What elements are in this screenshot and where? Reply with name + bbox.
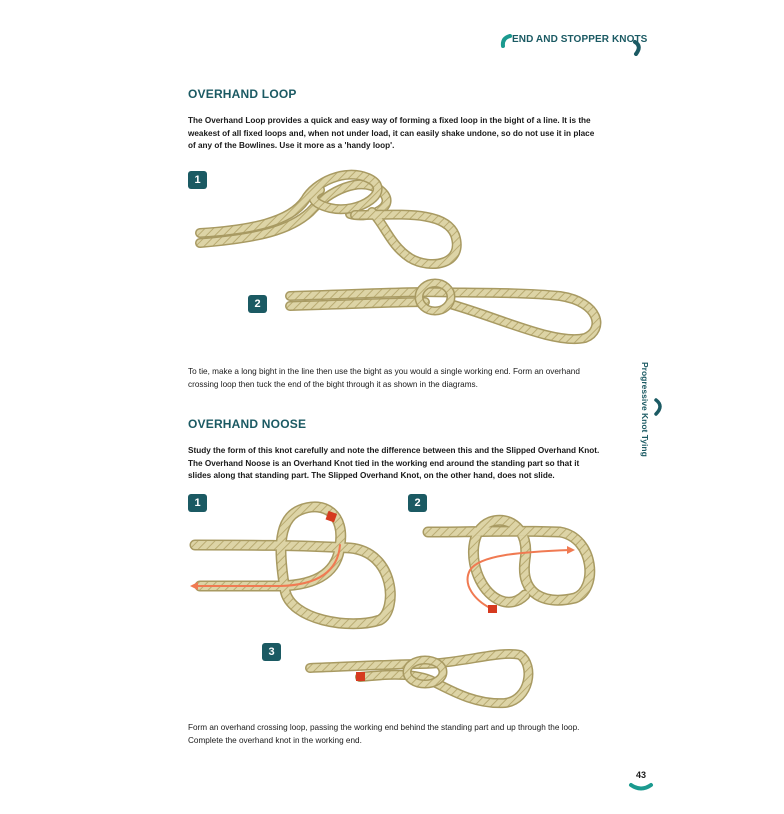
section-title: END AND STOPPER KNOTS <box>512 34 648 45</box>
heading-overhand-noose: OVERHAND NOOSE <box>188 417 307 431</box>
step-badge-noose-3: 3 <box>262 643 281 661</box>
noose-diagram-2 <box>428 520 590 613</box>
end-marker-3 <box>356 672 365 681</box>
step-badge-noose-2: 2 <box>408 494 427 512</box>
step-badge-2: 2 <box>248 295 267 313</box>
instructions-overhand-noose: Form an overhand crossing loop, passing the working end behind the standing part and up through the loop. Complete the overhand knot in the working end. <box>188 723 580 745</box>
page-number-bracket-icon <box>628 782 654 792</box>
intro-overhand-loop: The Overhand Loop provides a quick and easy way of forming a fixed loop in the bight of a line. It is the weakest of all fixed loops and, when not under load, it can easily shake undone, so do not use it in place of any of the Bowlines. Use it more as a 'handy loop'. <box>188 116 595 150</box>
running-header <box>500 32 648 56</box>
book-title: Progressive Knot Tying <box>640 362 650 457</box>
intro-overhand-noose: Study the form of this knot carefully and note the difference between this and the Slipped Overhand Knot. The Overhand Noose is an Overhand Knot tied in the working end around the standing part so that it slides along that standing part. The Slipped Overhand Knot, on the other hand, does not slide. <box>188 446 600 480</box>
side-bracket-icon <box>652 398 666 418</box>
arrow-head-icon <box>190 582 198 590</box>
heading-overhand-loop: OVERHAND LOOP <box>188 87 297 101</box>
end-marker-2 <box>488 605 497 613</box>
instructions-overhand-loop: To tie, make a long bight in the line then use the bight as you would a single working end. Form an overhand crossing loop then tuck the end of the bight through it as shown in the diagrams. <box>188 367 580 389</box>
noose-diagram-3 <box>310 654 528 703</box>
page-number: 43 <box>635 770 646 780</box>
arrow-head-icon-2 <box>567 546 575 554</box>
loop-diagram-2 <box>290 283 596 339</box>
step-badge-noose-1: 1 <box>188 494 207 512</box>
end-marker <box>326 511 338 523</box>
noose-diagram-1 <box>190 507 390 624</box>
loop-diagram-1 <box>200 175 457 264</box>
step-badge-1: 1 <box>188 171 207 189</box>
